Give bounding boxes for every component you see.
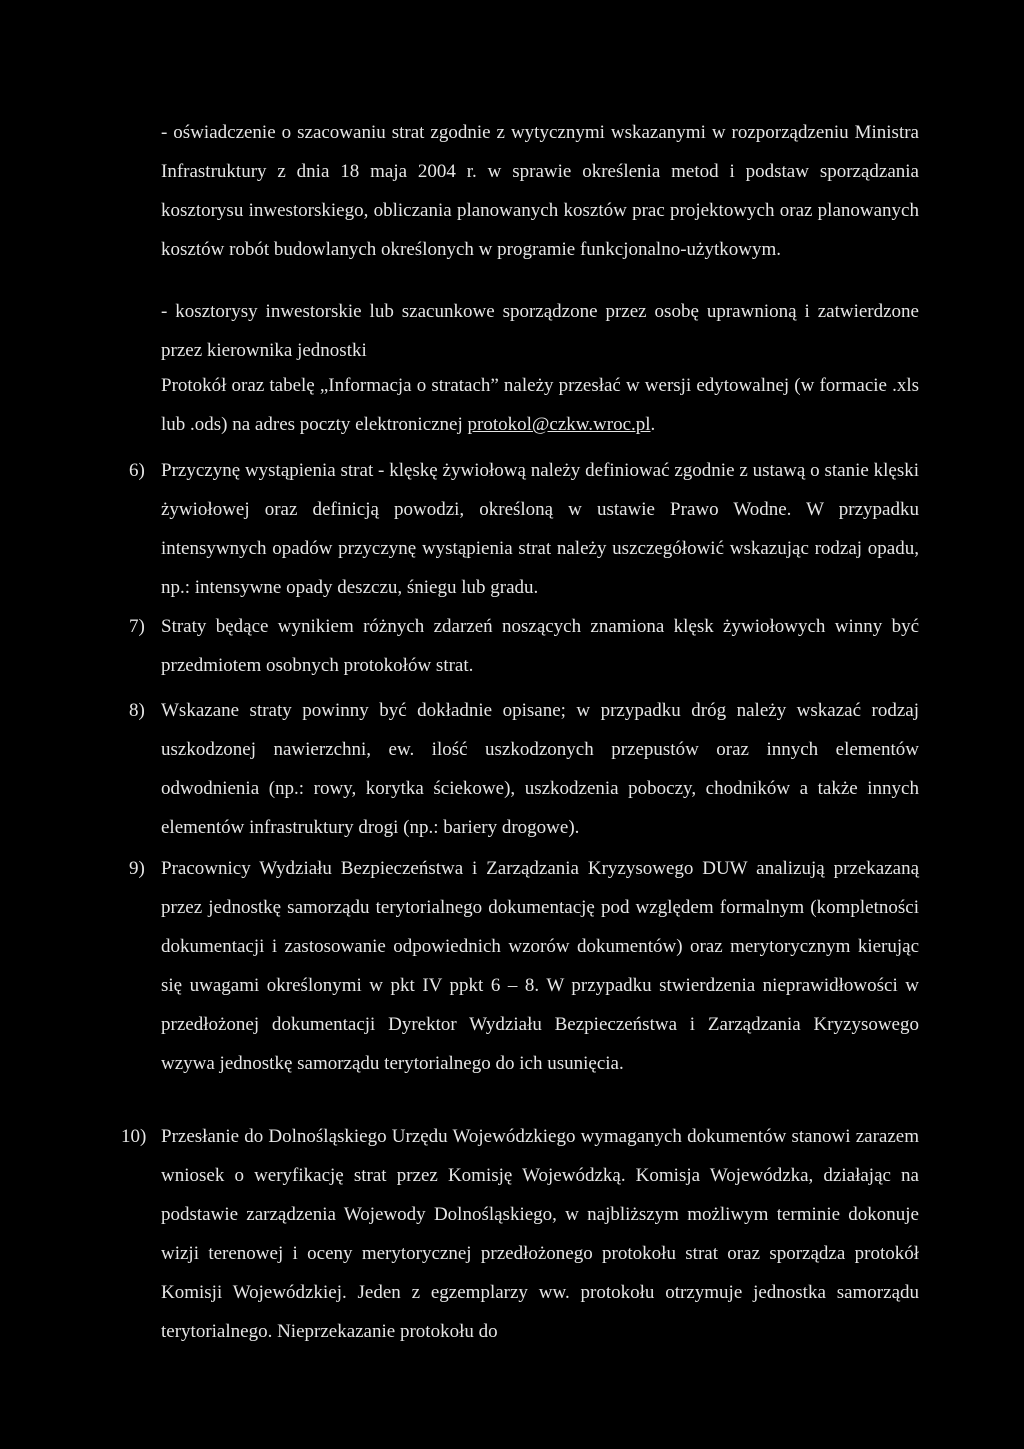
item-number-10: 10): [121, 1126, 147, 1147]
item-text-8: Wskazane straty powinny być dokładnie opisane; w przypadku dróg należy wskazać rodzaj uszkodzonej nawierzchni, ew. ilość uszkodzonych przepustów oraz innych elementów odwodnienia (np.: rowy, korytka ściekowe), uszkodzenia poboczy, chodników a także innych elementów infrastruktury drogi (np.: bariery drogowe).: [161, 700, 919, 838]
email-link[interactable]: protokol@czkw.wroc.pl: [467, 414, 651, 435]
submission-text: Protokół oraz tabelę „Informacja o stratach” należy przesłać w wersji edytowalnej (w formacie .xls lub .ods) na adres poczty elektronicznej: [161, 375, 919, 435]
item-text-9: Pracownicy Wydziału Bezpieczeństwa i Zarządzania Kryzysowego DUW analizują przekazaną przez jednostkę samorządu terytorialnego dokumentację pod względem formalnym (kompletności dokumentacji i zastosowanie odpowiednich wzorów dokumentów) oraz merytorycznym kierując się uwagami określonymi w pkt IV ppkt 6 – 8. W przypadku stwierdzenia nieprawidłowości w przedłożonej dokumentacji Dyrektor Wydziału Bezpieczeństwa i Zarządzania Kryzysowego wzywa jednostkę samorządu terytorialnego do ich usunięcia.: [161, 858, 919, 1074]
item-text-6: Przyczynę wystąpienia strat - klęskę żywiołową należy definiować zgodnie z ustawą o stanie klęski żywiołowej oraz definicją powodzi, określoną w ustawie Prawo Wodne. W przypadku intensywnych opadów przyczynę wystąpienia strat należy uszczegółowić wskazując rodzaj opadu, np.: intensywne opady deszczu, śniegu lub gradu.: [161, 460, 919, 598]
item-text-10: Przesłanie do Dolnośląskiego Urzędu Wojewódzkiego wymaganych dokumentów stanowi zarazem wniosek o weryfikację strat przez Komisję Wojewódzką. Komisja Wojewódzka, działając na podstawie zarządzenia Wojewody Dolnośląskiego, w najbliższym możliwym terminie dokonuje wizji terenowej i oceny merytorycznej przedłożonego protokołu strat oraz sporządza protokół Komisji Wojewódzkiej. Jeden z egzemplarzy ww. protokołu otrzymuje jednostka samorządu terytorialnego. Nieprzekazanie protokołu do: [161, 1126, 919, 1342]
item-number-8: 8): [129, 700, 145, 721]
item-number-7: 7): [129, 616, 145, 637]
paragraph-submission-instructions: [161, 366, 919, 444]
paragraph-loss-estimate-statement: - oświadczenie o szacowaniu strat zgodnie z wytycznymi wskazanymi w rozporządzeniu Ministra Infrastruktury z dnia 18 maja 2004 r. w sprawie określenia metod i podstaw sporządzania kosztorysu inwestorskiego, obliczania planowanych kosztów prac projektowych oraz planowanych kosztów robót budowlanych określonych w programie funkcjonalno-użytkowym.: [161, 122, 919, 260]
paragraph-cost-estimates: - kosztorysy inwestorskie lub szacunkowe sporządzone przez osobę uprawnioną i zatwierdzone przez kierownika jednostki: [161, 301, 919, 361]
item-number-6: 6): [129, 460, 145, 481]
submission-period: .: [650, 414, 656, 435]
item-number-9: 9): [129, 858, 145, 879]
item-text-7: Straty będące wynikiem różnych zdarzeń noszących znamiona klęsk żywiołowych winny być przedmiotem osobnych protokołów strat.: [161, 616, 919, 676]
